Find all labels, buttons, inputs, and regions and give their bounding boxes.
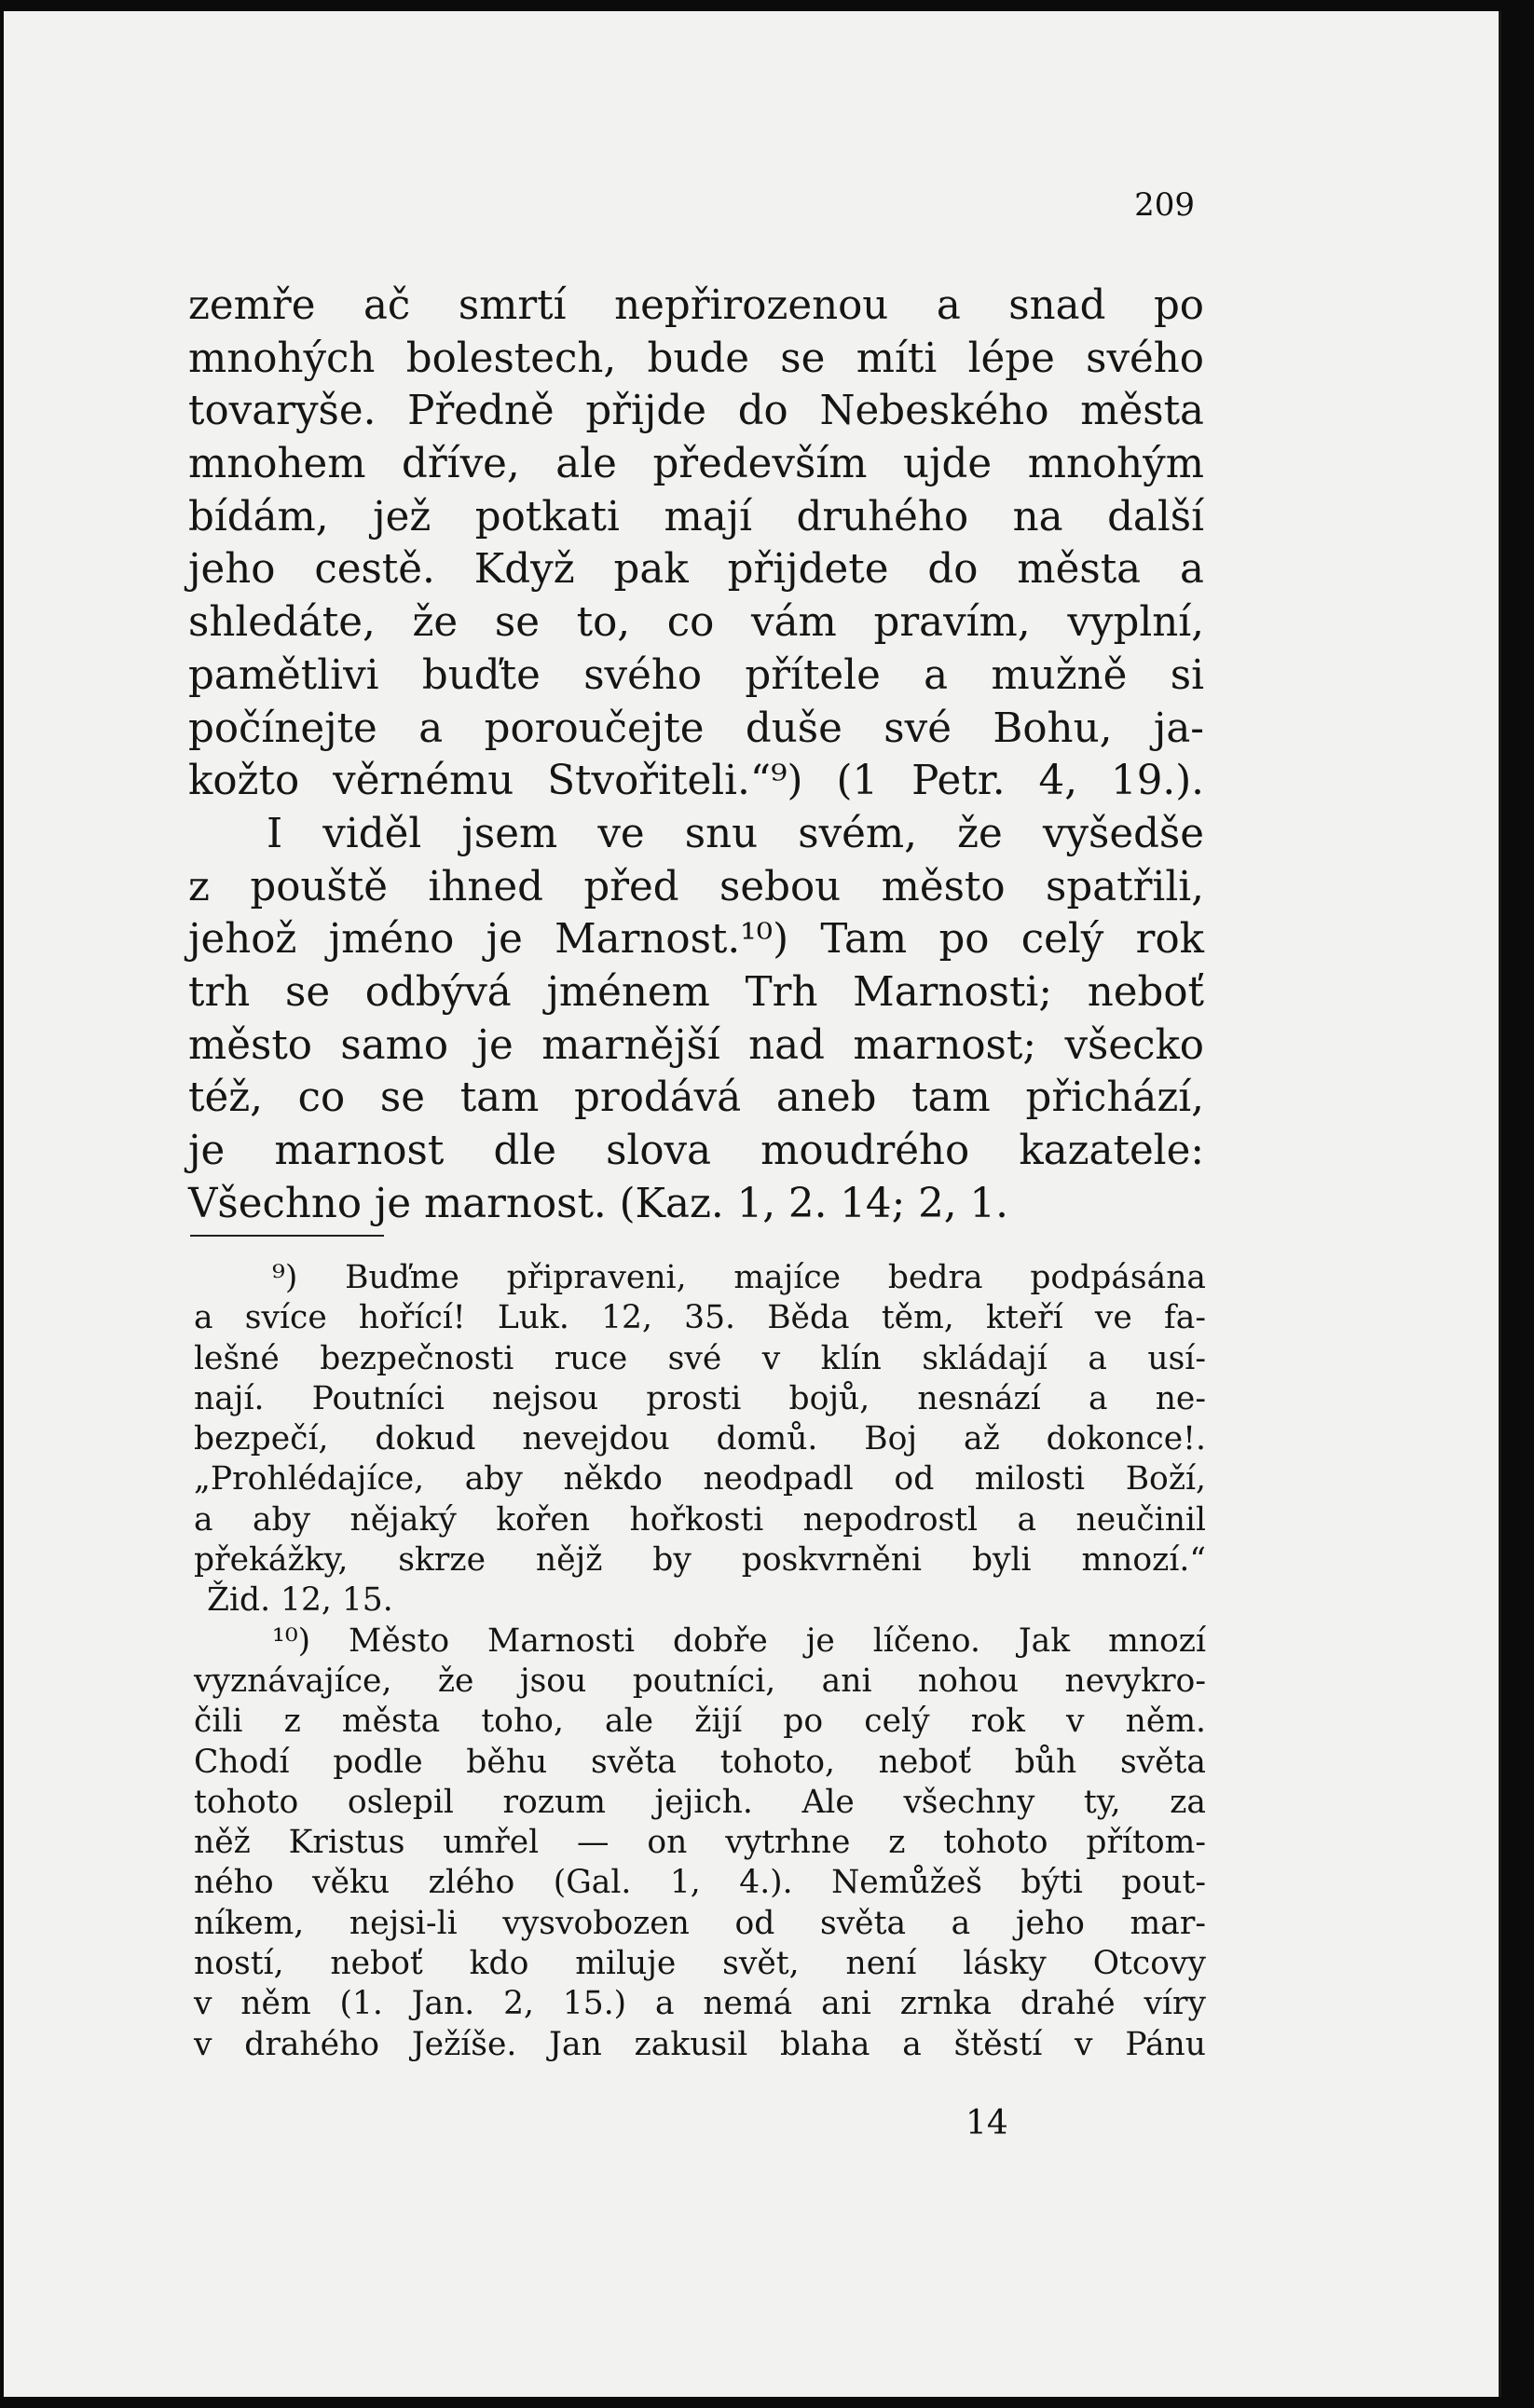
footnote-divider	[190, 1235, 384, 1237]
text-line: město samo je marnější nad marnost; všecko	[188, 1021, 1204, 1069]
text-line: zemře ač smrtí nepřirozenou a snad po	[188, 282, 1204, 329]
footnote-line: vyznávajíce, že jsou poutníci, ani nohou nevykro-	[194, 1662, 1206, 1700]
text-line: počínejte a poroučejte duše své Bohu, ja-	[188, 705, 1204, 752]
footnote-line: bezpečí, dokud nevejdou domů. Boj až dokonce!.	[194, 1420, 1206, 1458]
text-line: z pouště ihned před sebou město spatřili,	[188, 863, 1204, 910]
footnote-line: Žid. 12, 15.	[207, 1581, 393, 1620]
footnote-line: lešné bezpečnosti ruce své v klín skládají a usí-	[194, 1339, 1206, 1377]
footnote-line: ¹⁰) Město Marnosti dobře je líčeno. Jak mnozí	[272, 1621, 1206, 1660]
footnote-line: „Prohlédajíce, aby někdo neodpadl od milosti Boží,	[194, 1460, 1206, 1498]
main-text	[188, 280, 1204, 1230]
text-line: I viděl jsem ve snu svém, že vyšedše	[267, 810, 1204, 857]
footnote-line: v drahého Ježíše. Jan zakusil blaha a štěstí v Pánu	[194, 2025, 1206, 2063]
footnote-line: a svíce hořící! Luk. 12, 35. Běda těm, kteří ve fa-	[194, 1299, 1206, 1337]
text-line: trh se odbývá jménem Trh Marnosti; neboť	[188, 968, 1204, 1016]
footnote-line: něž Kristus umřel — on vytrhne z tohoto přítom-	[194, 1824, 1206, 1862]
footnote-line: ⁹) Buďme připraveni, majíce bedra podpásána	[272, 1259, 1206, 1296]
footnote-line: překážky, skrze nějž by poskvrněni byli mnozí.“	[194, 1541, 1206, 1580]
text-line: jehož jméno je Marnost.¹⁰) Tam po celý rok	[188, 916, 1204, 964]
footnote-line: níkem, nejsi-li vysvobozen od světa a jeho mar-	[194, 1904, 1206, 1942]
footnote-line: nají. Poutníci nejsou prosti bojů, nesnází a ne-	[194, 1379, 1206, 1417]
text-line: též, co se tam prodává aneb tam přichází,	[188, 1074, 1204, 1122]
footnote-line: čili z města toho, ale žijí po celý rok v něm.	[194, 1703, 1206, 1741]
text-line: jeho cestě. Když pak přijdete do města a	[188, 546, 1204, 594]
footnotes	[194, 1258, 1206, 2065]
text-line: pamětlivi buďte svého přítele a mužně si	[188, 651, 1204, 699]
footnote-line: ného věku zlého (Gal. 1, 4.). Nemůžeš býti pout-	[194, 1864, 1206, 1902]
footnote-line: Chodí podle běhu světa tohoto, neboť bůh světa	[194, 1743, 1206, 1781]
text-line: kožto věrnému Stvořiteli.“⁹) (1 Petr. 4, 19.).	[188, 758, 1204, 805]
text-line: Všechno je marnost. (Kaz. 1, 2. 14; 2, 1.	[188, 1180, 1008, 1227]
text-line: bídám, jež potkati mají druhého na další	[188, 493, 1204, 540]
signature-mark: 14	[966, 2104, 1008, 2142]
footnote-line: a aby nějaký kořen hořkosti nepodrostl a neučinil	[194, 1500, 1206, 1539]
footnote-line: ností, neboť kdo miluje svět, není lásky Otcovy	[194, 1945, 1206, 1983]
footnote-line: v něm (1. Jan. 2, 15.) a nemá ani zrnka drahé víry	[194, 1985, 1206, 2023]
book-page	[4, 11, 1501, 2397]
text-line: tovaryše. Předně přijde do Nebeského města	[188, 388, 1204, 435]
text-line: je marnost dle slova moudrého kazatele:	[188, 1128, 1204, 1174]
text-line: mnohých bolestech, bude se míti lépe svého	[188, 335, 1204, 382]
footnote-line: tohoto oslepil rozum jejich. Ale všechny ty, za	[194, 1783, 1206, 1821]
text-line: mnohem dříve, ale především ujde mnohým	[188, 441, 1204, 488]
text-line: shledáte, že se to, co vám pravím, vyplní,	[188, 599, 1204, 647]
page-number: 209	[1134, 186, 1195, 224]
